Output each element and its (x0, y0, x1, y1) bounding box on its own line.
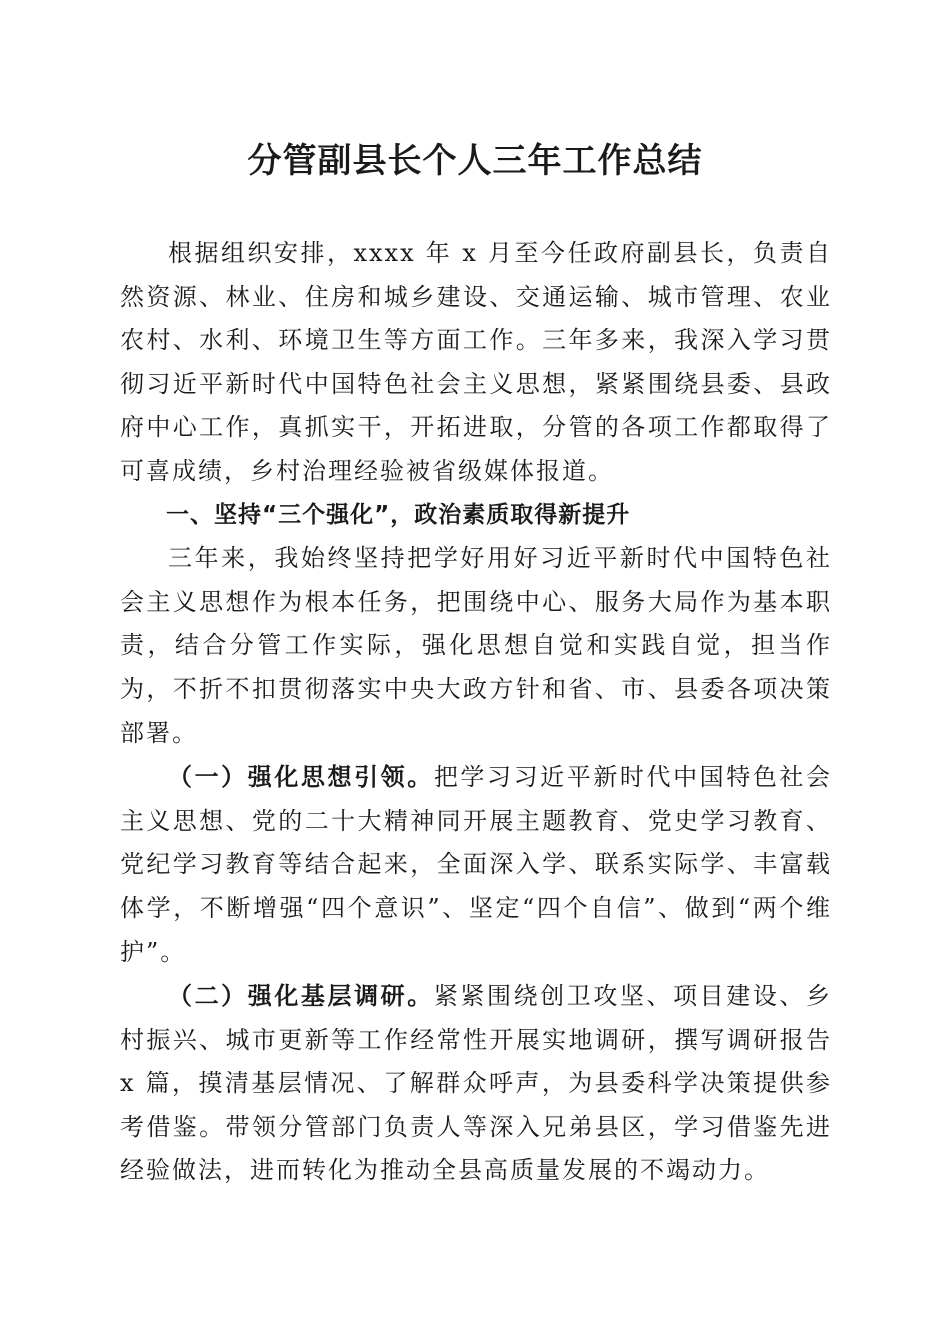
section-heading-1: 一、坚持“三个强化”，政治素质取得新提升 (166, 501, 631, 528)
item2-text: 紧紧围绕创卫攻坚、项目建设、乡村振兴、城市更新等工作经常性开展实地调研，撰写调研报告 x 篇，摸清基层情况、了解群众呼声，为县委科学决策提供参考借鉴。带领分管部门负责人等深入兄弟县区，学习借鉴先进经验做法，进而转化为推动全县高质量发展的不竭动力。 (120, 982, 833, 1185)
item1-lead: （一）强化思想引领。 (168, 762, 434, 792)
intro-paragraph: 根据组织安排，xxxx 年 x 月至今任政府副县长，负责自然资源、林业、住房和城乡建设、交通运输、城市管理、农业农村、水利、环境卫生等方面工作。三年多来，我深入学习贯彻习近平新时代中国特色社会主义思想，紧紧围绕县委、县政府中心工作，真抓实干，开拓进取，分管的各项工作都取得了可喜成绩，乡村治理经验被省级媒体报道。 (120, 239, 832, 485)
item1-text: 把学习习近平新时代中国特色社会主义思想、党的二十大精神同开展主题教育、党史学习教育、党纪学习教育等结合起来，全面深入学、联系实际学、丰富载体学，不断增强“四个意识”、坚定“四个自信”、做到“两个维护”。 (120, 763, 833, 966)
section1-item2-paragraph (120, 974, 832, 1193)
document-body (120, 232, 832, 1193)
section1-item1-paragraph (120, 755, 832, 974)
document-title: 分管副县长个人三年工作总结 (247, 141, 703, 181)
section1-summary-paragraph: 三年来，我始终坚持把学好用好习近平新时代中国特色社会主义思想作为根本任务，把围绕中心、服务大局作为基本职责，结合分管工作实际，强化思想自觉和实践自觉，担当作为，不折不扣贯彻落实中央大政方针和省、市、县委各项决策部署。 (120, 544, 832, 747)
item2-lead: （二）强化基层调研。 (168, 981, 434, 1011)
